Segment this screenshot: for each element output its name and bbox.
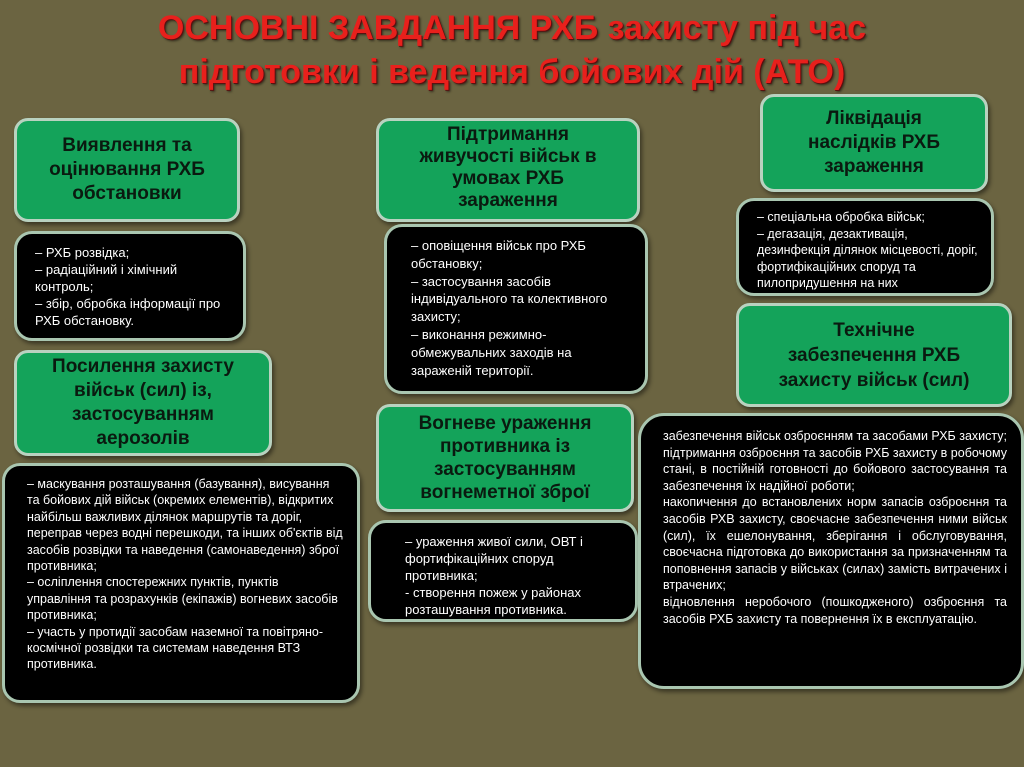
task-technical-details-text: забезпечення військ озброєнням та засобами РХБ захисту; підтримання озброєння та засобів РХБ захисту в робочому стані, в постійній готовності до бойового застосування та забезпечення їх надійної роботи; накопичення до встановлених норм запасів озброєння та засобів РХВ захисту, своєчасне забезпечення ними військ (сил), їх ешелонування, зберігання і обслуговування, своєчасна підготовка до використання за призначенням та поповнення запасів у військах (силах) замість витрачених і втрачених; відновлення неробочого (пошкодженого) озброєння та засобів РХБ захисту та повернення їх в експлуатацію.: [663, 429, 1007, 626]
task-technical: [736, 303, 1012, 407]
task-survivability-details-text: – оповіщення військ про РХБ обстановку; – застосування засобів індивідуального та колективного захисту; – виконання режимно-обмежувальних заходів на зараженій території.: [411, 238, 608, 378]
task-liquidation-label: Ліквідація наслідків РХБ зараження: [807, 108, 941, 177]
task-survivability: [376, 118, 640, 222]
title-line-2: підготовки і ведення бойових дій (АТО): [178, 53, 846, 91]
task-detection-label: Виявлення та оцінювання РХБ обстановки: [49, 135, 205, 204]
task-aerosols-details-text: – маскування розташування (базування), висування та бойових дій військ (окремих елементів), відкритих найбільш важливих ділянок маршрутів та доріг, переправ через водні перешкоди, та інших об'єктів від засобів розвідки та наведення (самонаведення) зброї противника; – осліплення спостережних пунктів, пунктів управління та розрахунків (екіпажів) вогневих засобів противника; – участь у протидії засобам наземної та повітряно-космічної розвідки та системам наведення ВТЗ противника.: [27, 477, 343, 672]
task-detection-details-text: – РХБ розвідка; – радіаційний і хімічний контроль; – збір, обробка інформації про РХБ обстановку.: [35, 245, 221, 328]
task-fire-details-text: – ураження живої сили, ОВТ і фортифікаційних споруд противника; - створення пожеж у районах розташування противника.: [405, 534, 583, 617]
task-liquidation: [760, 94, 988, 192]
title-line-1: ОСНОВНІ ЗАВДАННЯ РХБ захисту під час: [157, 9, 867, 47]
task-technical-details: [638, 413, 1024, 689]
task-liquidation-details-text: – спеціальна обробка військ; – дегазація, дезактивація, дезинфекція ділянок місцевості, доріг, фортифікаційних споруд та пилопридушення на них: [757, 210, 978, 291]
task-technical-label: Технічне забезпечення РХБ захисту військ (сил): [778, 319, 970, 391]
task-liquidation-details: [736, 198, 994, 296]
task-survivability-label: Підтримання живучості військ в умовах РХБ зараження: [419, 124, 597, 211]
task-aerosols-details: [2, 463, 360, 703]
task-aerosols-label: Посилення захисту військ (сил) із, застосуванням аерозолів: [52, 356, 234, 449]
task-fire-label: Вогневе ураження противника із застосуванням вогнеметної зброї: [418, 413, 592, 503]
page-title: [0, 6, 1024, 94]
task-fire: [376, 404, 634, 512]
task-aerosols: [14, 350, 272, 456]
task-fire-details: [368, 520, 638, 622]
task-survivability-details: [384, 224, 648, 394]
task-detection-details: [14, 231, 246, 341]
task-detection: [14, 118, 240, 222]
